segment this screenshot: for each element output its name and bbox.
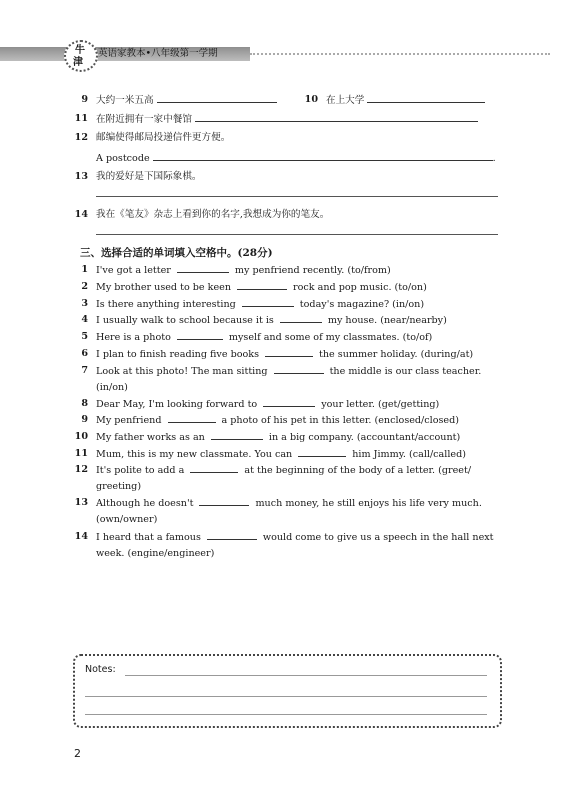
item-text-before: I usually walk to school because it is: [96, 315, 274, 326]
item-continuation: greeting): [96, 481, 142, 492]
item-number: 13: [74, 497, 88, 508]
item-text-before: Here is a photo: [96, 332, 171, 343]
item-text-before: My brother used to be keen: [96, 282, 232, 293]
answer-blank[interactable]: [157, 93, 277, 103]
item-number: 9: [81, 414, 88, 425]
item-number: 12: [74, 132, 88, 143]
item-text-before: Is there anything interesting: [96, 299, 236, 310]
item-text-before: I plan to finish reading five books: [96, 349, 260, 360]
notes-line[interactable]: [125, 675, 487, 676]
item-number: 12: [74, 464, 88, 475]
notes-line[interactable]: [85, 696, 487, 697]
fill-in-item-1: [96, 263, 391, 277]
translation-item-14: 我在《笔友》杂志上看到你的名字,我想成为你的笔友。: [96, 209, 330, 220]
logo-char-2: 津: [73, 57, 83, 68]
item-text-after: your letter. (get/getting): [321, 399, 440, 410]
item-text-after: a photo of his pet in this letter. (enclosed/closed): [221, 415, 459, 426]
answer-blank[interactable]: [168, 413, 216, 423]
fill-in-item-8: [96, 397, 439, 411]
translation-item-10: [326, 93, 485, 107]
fill-in-item-7: [96, 364, 481, 378]
answer-blank[interactable]: [265, 347, 313, 357]
answer-blank[interactable]: [237, 280, 287, 290]
answer-blank[interactable]: [263, 397, 315, 407]
item-number: 10: [304, 94, 318, 105]
answer-blank[interactable]: [177, 330, 223, 340]
item-text-before: Dear May, I'm looking forward to: [96, 399, 258, 410]
item-continuation: (in/on): [96, 382, 128, 393]
answer-blank[interactable]: [274, 364, 324, 374]
item-text-before: My penfriend: [96, 415, 162, 426]
item-number: 9: [81, 94, 88, 105]
item-text-before: Look at this photo! The man sitting: [96, 366, 268, 377]
answer-blank[interactable]: [207, 530, 257, 540]
answer-blank[interactable]: [153, 151, 493, 161]
fill-in-item-10: [96, 430, 460, 444]
answer-prefix: A postcode: [96, 153, 150, 164]
item-number: 2: [81, 281, 88, 292]
item-number: 11: [74, 448, 88, 459]
item-continuation: week. (engine/engineer): [96, 548, 215, 559]
translation-item-12: 邮编使得邮局投递信件更方便。: [96, 132, 231, 143]
item-text-before: It's polite to add a: [96, 465, 185, 476]
item-text-after: the summer holiday. (during/at): [319, 349, 474, 360]
item-number: 3: [81, 298, 88, 309]
fill-in-item-9: [96, 413, 459, 427]
item-text-after: today's magazine? (in/on): [299, 299, 425, 310]
answer-blank[interactable]: [177, 263, 229, 273]
item-text: 大约一米五高: [96, 95, 154, 106]
item-text-after: much money, he still enjoys his life very much.: [255, 498, 482, 509]
item-number: 7: [81, 365, 88, 376]
header-title: 英语家教本•八年级第一学期: [98, 48, 218, 59]
answer-blank[interactable]: [199, 496, 249, 506]
item-text-after: would come to give us a speech in the hall next: [262, 532, 494, 543]
section-title: 三、选择合适的单词填入空格中。(28分): [80, 247, 273, 259]
item-text-before: I heard that a famous: [96, 532, 201, 543]
item-number: 14: [74, 209, 88, 220]
item-number: 10: [74, 431, 88, 442]
item-text-after: the middle is our class teacher.: [329, 366, 482, 377]
fill-in-item-4: [96, 313, 447, 327]
item-number: 6: [81, 348, 88, 359]
notes-line[interactable]: [85, 714, 487, 715]
notes-label: Notes:: [85, 664, 116, 675]
answer-blank[interactable]: [298, 447, 346, 457]
fill-in-item-12: [96, 463, 471, 477]
item-text-after: my penfriend recently. (to/from): [234, 265, 391, 276]
item-number: 14: [74, 531, 88, 542]
answer-blank[interactable]: [367, 93, 485, 103]
answer-blank[interactable]: [211, 430, 263, 440]
item-text-before: Although he doesn't: [96, 498, 194, 509]
header-dotted-rule: [250, 53, 550, 55]
translation-item-9: [96, 93, 277, 107]
item-text-before: My father works as an: [96, 432, 205, 443]
logo-char-1: 牛: [75, 45, 85, 56]
answer-line[interactable]: [96, 234, 498, 235]
fill-in-item-5: [96, 330, 432, 344]
answer-end: .: [492, 153, 496, 164]
item-number: 8: [81, 398, 88, 409]
fill-in-item-11: [96, 447, 466, 461]
series-logo: [64, 40, 98, 72]
item-number: 13: [74, 171, 88, 182]
answer-blank[interactable]: [195, 112, 478, 122]
item-text: 在上大学: [326, 95, 365, 106]
fill-in-item-6: [96, 347, 473, 361]
answer-blank[interactable]: [242, 297, 294, 307]
fill-in-item-13: [96, 496, 482, 510]
item-text: 在附近拥有一家中餐馆: [96, 114, 192, 125]
answer-line[interactable]: [96, 196, 498, 197]
item-text-after: in a big company. (accountant/account): [268, 432, 461, 443]
item-text-before: Mum, this is my new classmate. You can: [96, 449, 293, 460]
fill-in-item-3: [96, 297, 424, 311]
item-number: 4: [81, 314, 88, 325]
fill-in-item-14: [96, 530, 494, 544]
fill-in-item-2: [96, 280, 427, 294]
translation-item-11: [96, 112, 478, 126]
translation-item-13: 我的爱好是下国际象棋。: [96, 171, 202, 182]
answer-blank[interactable]: [280, 313, 322, 323]
item-number: 1: [81, 264, 88, 275]
item-text-after: him Jimmy. (call/called): [352, 449, 466, 460]
item-text-after: at the beginning of the body of a letter. (greet/: [244, 465, 472, 476]
item-continuation: (own/owner): [96, 514, 158, 525]
item-text-after: rock and pop music. (to/on): [293, 282, 427, 293]
item-number: 5: [81, 331, 88, 342]
page-header: [0, 38, 572, 68]
page-number: 2: [74, 747, 81, 760]
item-text-before: I've got a letter: [96, 265, 171, 276]
answer-blank[interactable]: [190, 463, 238, 473]
item-number: 11: [74, 113, 88, 124]
item-text-after: my house. (near/nearby): [327, 315, 447, 326]
notes-box: [73, 654, 502, 728]
translation-answer-line-12: [96, 151, 496, 165]
item-text-after: myself and some of my classmates. (to/of): [228, 332, 433, 343]
